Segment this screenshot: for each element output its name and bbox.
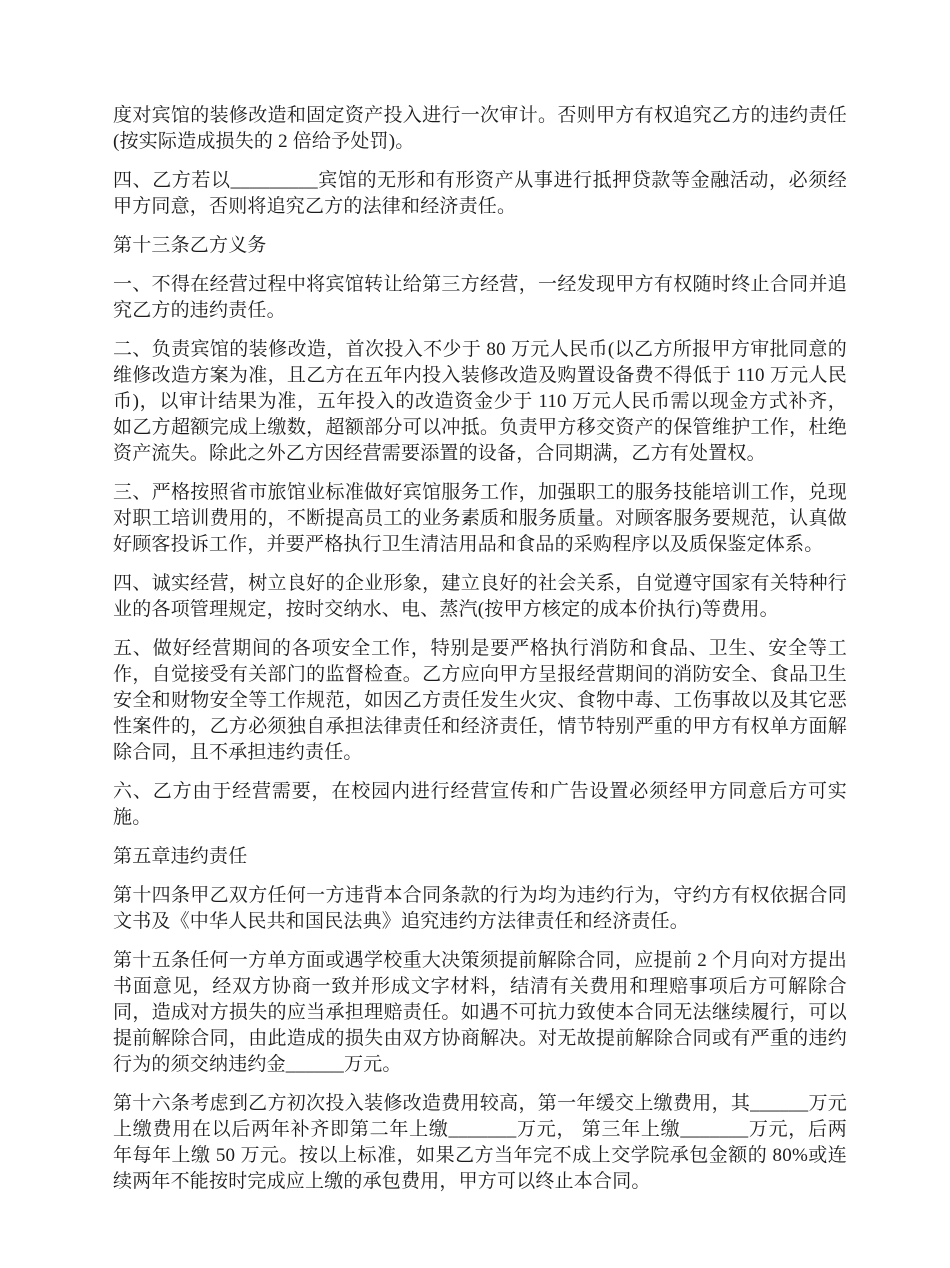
paragraph-item-4: 四、诚实经营，树立良好的企业形象，建立良好的社会关系，自觉遵守国家有关特种行业的各项管理规定，按时交纳水、电、蒸汽(按甲方核定的成本价执行)等费用。 [113, 573, 847, 620]
paragraph-item-3: 三、严格按照省市旅馆业标准做好宾馆服务工作，加强职工的服务技能培训工作，兑现对职工培训费用的，不断提高员工的业务素质和服务质量。对顾客服务要规范，认真做好顾客投诉工作，并要严格执行卫生清洁用品和食品的采购程序以及质保鉴定体系。 [113, 482, 847, 555]
paragraph-item-1: 一、不得在经营过程中将宾馆转让给第三方经营，一经发现甲方有权随时终止合同并追究乙方的违约责任。 [113, 274, 847, 321]
paragraph-continuation: 度对宾馆的装修改造和固定资产投入进行一次审计。否则甲方有权追究乙方的违约责任(按实际造成损失的 2 倍给予处罚)。 [113, 105, 847, 152]
paragraph-item-2: 二、负责宾馆的装修改造，首次投入不少于 80 万元人民币(以乙方所报甲方审批同意的维修改造方案为准，且乙方在五年内投入装修改造及购置设备费不得低于 110 万元人民币)，以审计结果为准，五年投入的改造资金少于 110 万元人民币需以现金方式补齐，如乙方超额完成上缴数，超额部分可以冲抵。负责甲方移交资产的保管维护工作，杜绝资产流失。除此之外乙方因经营需要添置的设备，合同期满，乙方有处置权。 [113, 339, 847, 464]
paragraph-clause-4-mortgage: 四、乙方若以_________宾馆的无形和有形资产从事进行抵押贷款等金融活动，必须经甲方同意，否则将追究乙方的法律和经济责任。 [113, 170, 847, 217]
heading-chapter-5: 第五章违约责任 [113, 846, 248, 867]
heading-article-13: 第十三条乙方义务 [113, 235, 267, 256]
paragraph-item-6: 六、乙方由于经营需要，在校园内进行经营宣传和广告设置必须经甲方同意后方可实施。 [113, 781, 847, 828]
paragraph-article-16: 第十六条考虑到乙方初次投入装修改造费用较高，第一年缓交上缴费用，其______万元上缴费用在以后两年补齐即第二年上缴_______万元， 第三年上缴_______万元，后两年每年上缴 50 万元。按以上标准，如果乙方当年完不成上交学院承包金额的 80%或连续两年不能按时完成应上缴的承包费用，甲方可以终止本合同。 [113, 1093, 847, 1192]
paragraph-article-14: 第十四条甲乙双方任何一方违背本合同条款的行为均为违约行为，守约方有权依据合同文书及《中华人民共和国民法典》追究违约方法律责任和经济责任。 [113, 885, 847, 932]
paragraph-item-5: 五、做好经营期间的各项安全工作，特别是要严格执行消防和食品、卫生、安全等工作，自觉接受有关部门的监督检查。乙方应向甲方呈报经营期间的消防安全、食品卫生安全和财物安全等工作规范，如因乙方责任发生火灾、食物中毒、工伤事故以及其它恶性案件的，乙方必须独自承担法律责任和经济责任，情节特别严重的甲方有权单方面解除合同，且不承担违约责任。 [113, 638, 847, 763]
paragraph-article-15: 第十五条任何一方单方面或遇学校重大决策须提前解除合同，应提前 2 个月向对方提出书面意见，经双方协商一致并形成文字材料，结清有关费用和理赔事项后方可解除合同，造成对方损失的应当承担理赔责任。如遇不可抗力致使本合同无法继续履行，可以提前解除合同，由此造成的损失由双方协商解决。对无故提前解除合同或有严重的违约行为的须交纳违约金______万元。 [113, 950, 847, 1075]
